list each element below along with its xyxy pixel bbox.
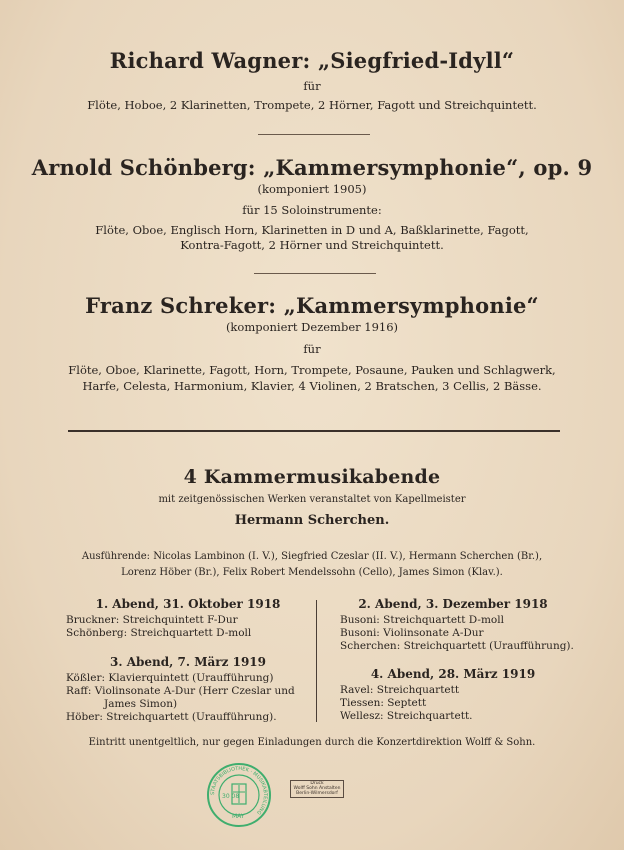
schreker-instruments-1: Flöte, Oboe, Klarinette, Fagott, Horn, Trompete, Posaune, Pauken und Schlagwerk,	[68, 363, 556, 377]
wagner-instruments: Flöte, Hoboe, 2 Klarinetten, Trompete, 2 Hörner, Fagott und Streichquintett.	[87, 98, 537, 112]
schoenberg-composed: (komponiert 1905)	[257, 182, 367, 196]
seal-ring-text: STAATSBIBLIOTHEK · MUSIKABTEILUNG	[209, 765, 269, 816]
performers-line-1: Ausführende: Nicolas Lambinon (I. V.), Siegfried Czeslar (II. V.), Hermann Scherchen (Br.),	[81, 551, 543, 562]
wagner-fuer: für	[303, 79, 321, 93]
evening-1	[66, 598, 310, 640]
printer-sticker	[290, 780, 344, 798]
series-organizer: Hermann Scherchen.	[234, 513, 390, 528]
program-item: Wellesz: Streichquartett.	[340, 710, 473, 722]
evening-4	[340, 668, 566, 723]
schreker-title: Franz Schreker: „Kammersymphonie“	[85, 293, 539, 318]
program-item: Tiessen: Septett	[340, 697, 427, 709]
program-item: Kößler: Klavierquintett (Uraufführung)	[66, 672, 274, 684]
library-seal-stamp	[206, 762, 272, 828]
seal-bottom-text: MAY	[232, 813, 245, 820]
wagner-title: Richard Wagner: „Siegfried-Idyll“	[109, 48, 515, 73]
schoenberg-for-line: für 15 Soloinstrumente:	[242, 203, 382, 217]
schreker-fuer: für	[303, 342, 321, 356]
program-item: Busoni: Violinsonate A-Dur	[340, 627, 484, 639]
program-item: Scherchen: Streichquartett (Uraufführung).	[340, 640, 574, 652]
section-divider	[68, 430, 560, 432]
schoenberg-instruments-1: Flöte, Oboe, Englisch Horn, Klarinetten in D und A, Baßklarinette, Fagott,	[95, 223, 529, 237]
evening-2	[340, 597, 574, 653]
seal-center-text: 30 08	[222, 793, 240, 800]
evening-heading: 3. Abend, 7. März 1919	[110, 655, 266, 669]
sticker-line: Berlin-Wilmersdorf	[296, 791, 338, 796]
series-subtitle: mit zeitgenössischen Werken veranstaltet von Kapellmeister	[158, 494, 466, 505]
evening-heading: 4. Abend, 28. März 1919	[370, 667, 536, 681]
divider	[254, 273, 376, 274]
program-item: Raff: Violinsonate A-Dur (Herr Czeslar und	[66, 685, 295, 697]
divider	[258, 134, 370, 135]
performers-line-2: Lorenz Höber (Br.), Felix Robert Mendelssohn (Cello), James Simon (Klav.).	[121, 567, 503, 578]
schoenberg-title: Arnold Schönberg: „Kammersymphonie“, op. 9	[31, 155, 593, 180]
schreker-composed: (komponiert Dezember 1916)	[225, 320, 399, 334]
program-item: Busoni: Streichquartett D-moll	[340, 614, 504, 626]
schreker-instruments-2: Harfe, Celesta, Harmonium, Klavier, 4 Violinen, 2 Bratschen, 3 Cellis, 2 Bässe.	[82, 379, 542, 393]
program-item: Höber: Streichquartett (Uraufführung).	[66, 711, 277, 723]
program-item: Ravel: Streichquartett	[340, 684, 460, 696]
series-title: 4 Kammermusikabende	[183, 466, 441, 488]
evening-3	[66, 656, 310, 724]
admission-note: Eintritt unentgeltlich, nur gegen Einladungen durch die Konzertdirektion Wolff & Sohn.	[88, 737, 536, 748]
evening-heading: 2. Abend, 3. Dezember 1918	[358, 597, 548, 611]
evening-heading: 1. Abend, 31. Oktober 1918	[95, 597, 281, 611]
program-item: Bruckner: Streichquintett F-Dur	[66, 614, 238, 626]
program-item: Schönberg: Streichquartett D-moll	[66, 627, 252, 639]
column-divider	[316, 600, 317, 722]
sticker-line: Druck	[310, 781, 324, 786]
schoenberg-instruments-2: Kontra-Fagott, 2 Hörner und Streichquintett.	[180, 238, 444, 252]
sticker-line: Wolff Sohn Anstalten	[293, 786, 341, 791]
program-item: James Simon)	[104, 698, 178, 710]
